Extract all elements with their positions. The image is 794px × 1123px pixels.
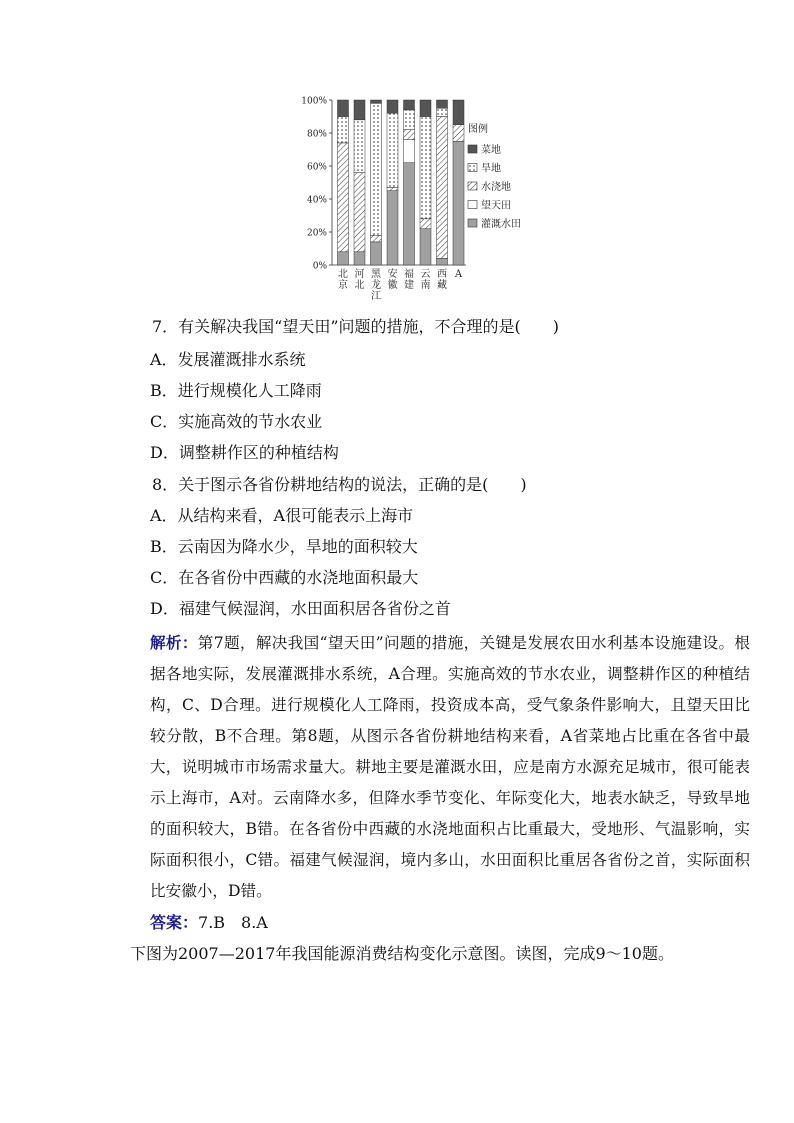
bar-segment — [420, 229, 431, 265]
question-8-option-c: C．在各省份中西藏的水浇地面积最大 — [150, 568, 419, 587]
question-7-option-a: A．发展灌溉排水系统 — [150, 350, 306, 369]
legend-label: 水浇地 — [481, 182, 511, 193]
y-tick-label: 0% — [312, 261, 327, 272]
question-7-option-d: D．调整耕作区的种植结构 — [150, 443, 339, 462]
bar-segment — [354, 120, 365, 173]
question-8-stem: 8．关于图示各省份耕地结构的说法，正确的是( ) — [152, 475, 527, 494]
x-category-label: 徽 — [387, 280, 398, 291]
x-category-label: 黑 — [371, 269, 381, 280]
legend-label: 望天田 — [481, 200, 511, 212]
legend-swatch — [468, 164, 477, 172]
question-7-stem: 7．有关解决我国“望天田”问题的措施，不合理的是( ) — [152, 317, 560, 336]
bar-segment — [338, 117, 349, 143]
answer-line — [150, 910, 268, 933]
next-section-intro: 下图为2007—2017年我国能源消费结构变化示意图。读图，完成9～10题。 — [130, 944, 674, 963]
x-category-label: 河 — [354, 269, 365, 280]
bar-segment — [404, 130, 415, 140]
legend-title: 图例 — [468, 124, 488, 135]
answer-label: 答案： — [150, 913, 199, 932]
x-category-label: 京 — [338, 280, 348, 291]
legend-swatch — [468, 219, 477, 227]
bar-segment — [338, 252, 349, 265]
x-category-label: 西 — [437, 269, 447, 280]
analysis-label: 解析： — [150, 633, 198, 652]
y-tick-label: 40% — [306, 195, 327, 206]
bar-segment — [387, 187, 398, 190]
legend-swatch — [468, 201, 477, 209]
bar-segment — [420, 219, 431, 229]
question-7-option-c: C．实施高效的节水农业 — [150, 412, 323, 431]
bar-segment — [387, 113, 398, 187]
bar-segment — [387, 100, 398, 113]
x-category-label: 云 — [420, 269, 431, 280]
answer-text: 7.B 8.A — [198, 913, 268, 932]
bar-segment — [354, 252, 365, 265]
x-category-label: A — [454, 269, 463, 280]
bar-segment — [387, 191, 398, 265]
bar-segment — [371, 103, 382, 235]
bar-segment — [453, 141, 464, 265]
x-category-label: 北 — [338, 269, 348, 280]
bar-segment — [338, 100, 349, 117]
analysis-text: 第7题，解决我国“望天田”问题的措施，关键是发展农田水利基本设施建设。根据各地实际，发展灌溉排水系统，A合理。实施高效的节水农业，调整耕作区的种植结构，C、D合理。进行规模化人工降雨，投资成本高，受气象条件影响大，且望天田比较分散，B不合理。第8题，从图示各省份耕地结构来看，A省菜地占比重在各省中最大，说明城市市场需求量大。耕地主要是灌溉水田，应是南方水源充足城市，很可能表示上海市，A对。云南降水多，但降水季节变化、年际变化大，地表水缺乏，导致旱地的面积较大，B错。在各省份中西藏的水浇地面积占比重最大，受地形、气温影响，实际面积很小，C错。福建气候湿润，境内多山，水田面积比重居各省份之首，实际面积比安徽小，D错。 — [150, 634, 750, 900]
bar-segment — [404, 140, 415, 163]
bar-segment — [338, 143, 349, 252]
legend-swatch — [468, 145, 477, 153]
x-category-label: 北 — [354, 280, 365, 291]
bar-segment — [354, 100, 365, 120]
bar-segment — [420, 117, 431, 219]
bar-segment — [404, 110, 415, 130]
bar-segment — [437, 100, 448, 108]
bar-segment — [437, 108, 448, 116]
x-category-label: 江 — [371, 291, 381, 302]
x-category-label: 建 — [404, 280, 414, 291]
analysis-paragraph — [150, 627, 750, 907]
x-category-label: 福 — [404, 269, 414, 280]
question-8-option-b: B．云南因为降水少，旱地的面积较大 — [150, 537, 418, 556]
bar-segment — [453, 100, 464, 125]
y-tick-label: 80% — [306, 129, 327, 140]
bar-segment — [404, 100, 415, 110]
x-category-label: 南 — [420, 280, 431, 291]
bar-segment — [371, 100, 382, 103]
legend-label: 旱地 — [481, 163, 501, 175]
question-8-option-d: D．福建气候湿润，水田面积居各省份之首 — [150, 599, 451, 618]
question-7-option-b: B．进行规模化人工降雨 — [150, 381, 322, 400]
bar-segment — [437, 258, 448, 265]
bar-segment — [453, 125, 464, 142]
bar-segment — [437, 117, 448, 259]
y-tick-label: 60% — [306, 162, 327, 173]
bar-segment — [371, 235, 382, 242]
bar-segment — [404, 163, 415, 265]
x-category-label: 安 — [387, 269, 398, 280]
bar-segment — [371, 242, 382, 265]
x-category-label: 藏 — [437, 280, 447, 291]
question-8-option-a: A．从结构来看，A很可能表示上海市 — [150, 506, 414, 525]
y-tick-label: 20% — [306, 228, 327, 239]
farmland-structure-chart — [296, 92, 536, 302]
legend-swatch — [468, 182, 477, 190]
legend-label: 菜地 — [481, 145, 501, 156]
x-category-label: 龙 — [371, 280, 381, 291]
legend-label: 灌溉水田 — [481, 219, 521, 230]
bar-segment — [354, 173, 365, 252]
bar-segment — [420, 100, 431, 117]
y-tick-label: 100% — [301, 96, 327, 107]
